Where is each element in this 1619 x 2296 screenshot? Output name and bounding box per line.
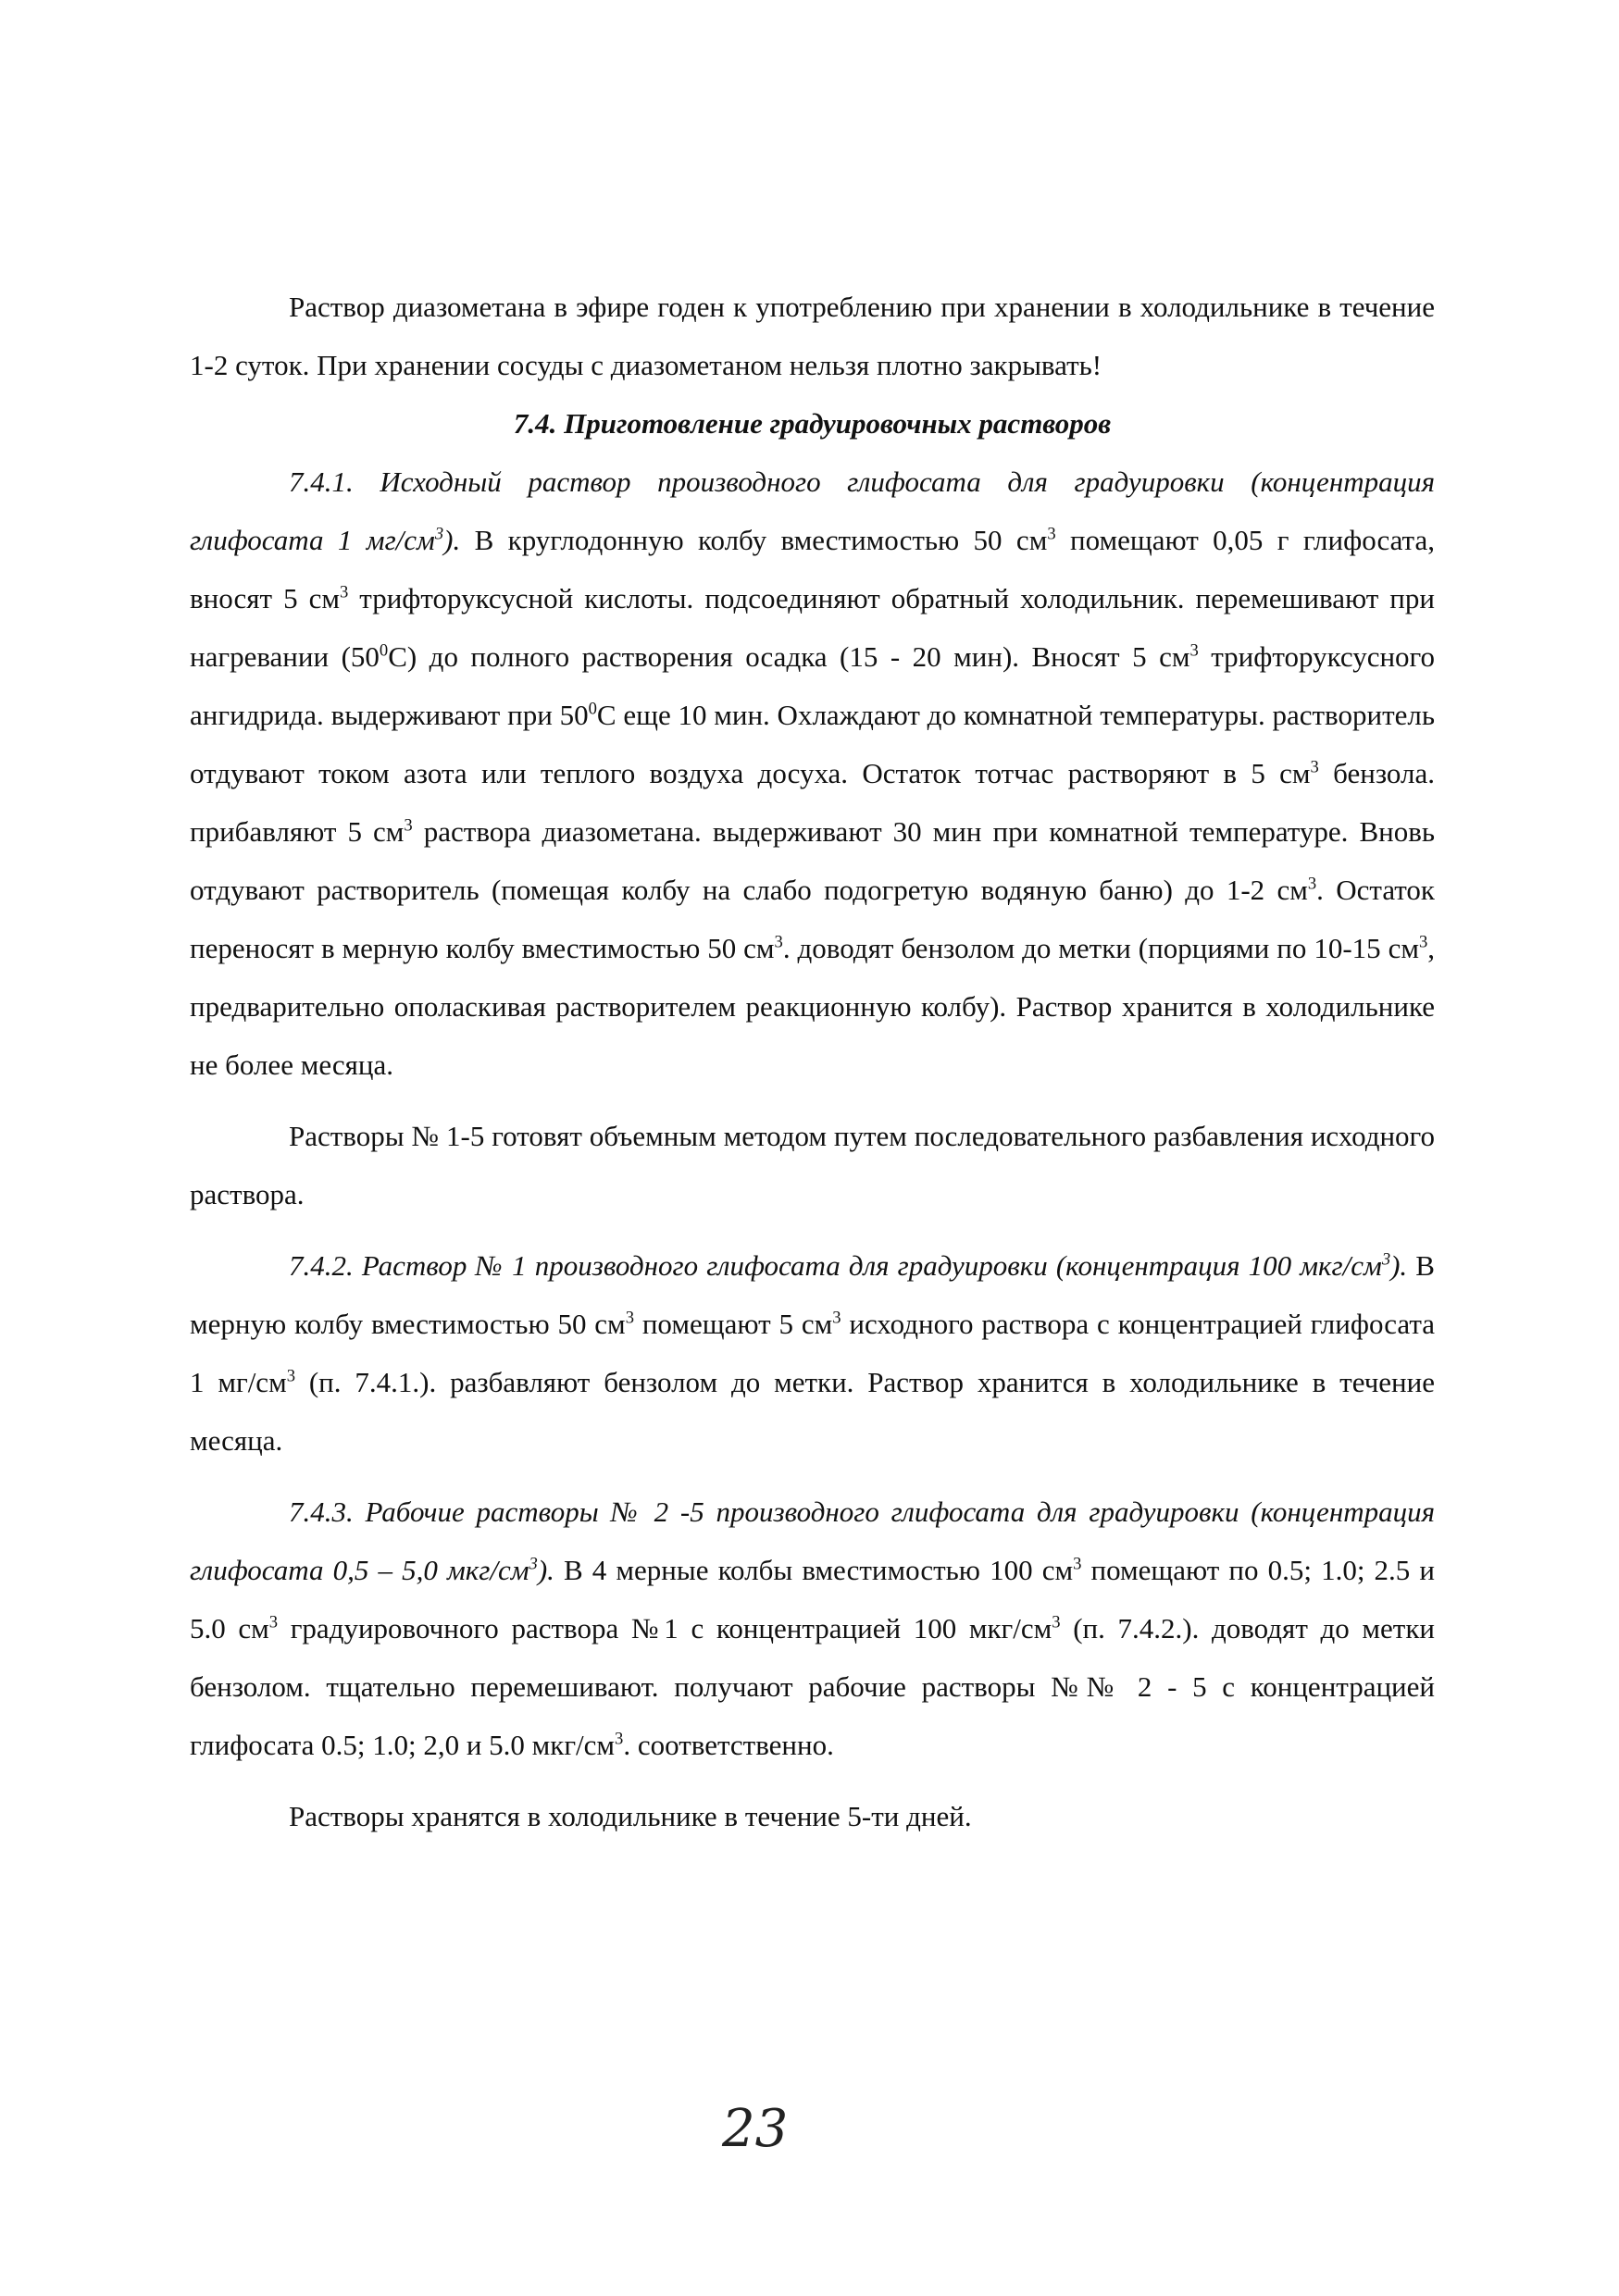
paragraph-text: Растворы хранятся в холодильнике в течение 5-ти дней. (289, 1800, 972, 1832)
paragraph-diazomethane-storage (190, 278, 1435, 394)
section-7-4-3: 7.4.3. Рабочие растворы № 2 -5 производного глифосата для градуировки (концентрация глифосата 0,5 – 5,0 мкг/$см^3$). В 4 мерные колбы вместимостью 100 $см^3$ помещают по 0.5; 1.0; 2.5 и 5.0 $см^3$ градуировочного раствора №1 с концентрацией 100 мкг/$см^3$ (п. 7.4.2.). доводят до метки бензолом. тщательно перемешивают. получают рабочие растворы №№ 2 - 5 с концентрацией глифосата 0.5; 1.0; 2,0 и 5.0 мкг/$см^3$. соответственно. (190, 1496, 1436, 1761)
paragraph-text: Раствор диазометана в эфире годен к употреблению при хранении в холодильнике в течение 1-2 суток. При хранении сосуды с диазометаном нельзя плотно закрывать! (190, 291, 1435, 381)
section-heading: 7.4. Приготовление градуировочных растворов (513, 407, 1112, 440)
section-7-4-2: 7.4.2. Раствор № 1 производного глифосата для градуировки (концентрация 100 мкг/$см^3$). В мерную колбу вместимостью 50 $см^3$ помещают 5 $см^3$ исходного раствора с концентрацией глифосата 1 $мг/см^3$ (п. 7.4.1.). разбавляют бензолом до метки. Раствор хранится в холодильнике в течение месяца. (190, 1249, 1436, 1457)
paragraph-storage (190, 1787, 1435, 1845)
document-page (190, 278, 1435, 1845)
section-7-4-3-label: 7.4.3. Рабочие растворы № 2 -5 производного глифосата для градуировки (концентрация глифосата 0,5 – 5,0 мкг/$см^3$). (190, 1496, 1435, 1586)
paragraph-text: Растворы № 1-5 готовят объемным методом путем последовательного разбавления исходного раствора. (190, 1120, 1435, 1210)
paragraph-series-preparation (190, 1107, 1435, 1223)
section-7-4-1: 7.4.1. Исходный раствор производного глифосата для градуировки (концентрация глифосата 1 $мг/см^3$). В круглодонную колбу вместимостью 50 $см^3$ помещают 0,05 г глифосата, вносят 5 $см^3$ трифторуксусной кислоты. подсоединяют обратный холодильник. перемешивают при нагревании $(50^0С)$ до полного растворения осадка (15 - 20 мин). Вносят 5 $см^3$ трифторуксусного ангидрида. выдерживают при $50^0С$ еще 10 мин. Охлаждают до комнатной температуры. растворитель отдувают током азота или теплого воздуха досуха. Остаток тотчас растворяют в 5 $см^3$ бензола. прибавляют 5 $см^3$ раствора диазометана. выдерживают 30 мин при комнатной температуре. Вновь отдувают растворитель (помещая колбу на слабо подогретую водяную баню) до 1-2 $см^3$. Остаток переносят в мерную колбу вместимостью 50 $см^3$. доводят бензолом до метки (порциями по 10-15 $см^3$, предварительно ополаскивая растворителем реакционную колбу). Раствор хранится в холодильнике не более месяца. (190, 465, 1436, 1081)
section-7-4-2-label: 7.4.2. Раствор № 1 производного глифосата для градуировки (концентрация 100 мкг/$см^3$). (289, 1249, 1408, 1282)
page-number: 23 (722, 2099, 789, 2159)
section-7-4-1-label: 7.4.1. Исходный раствор производного глифосата для градуировки (концентрация глифосата 1 $мг/см^3$). (190, 465, 1435, 556)
